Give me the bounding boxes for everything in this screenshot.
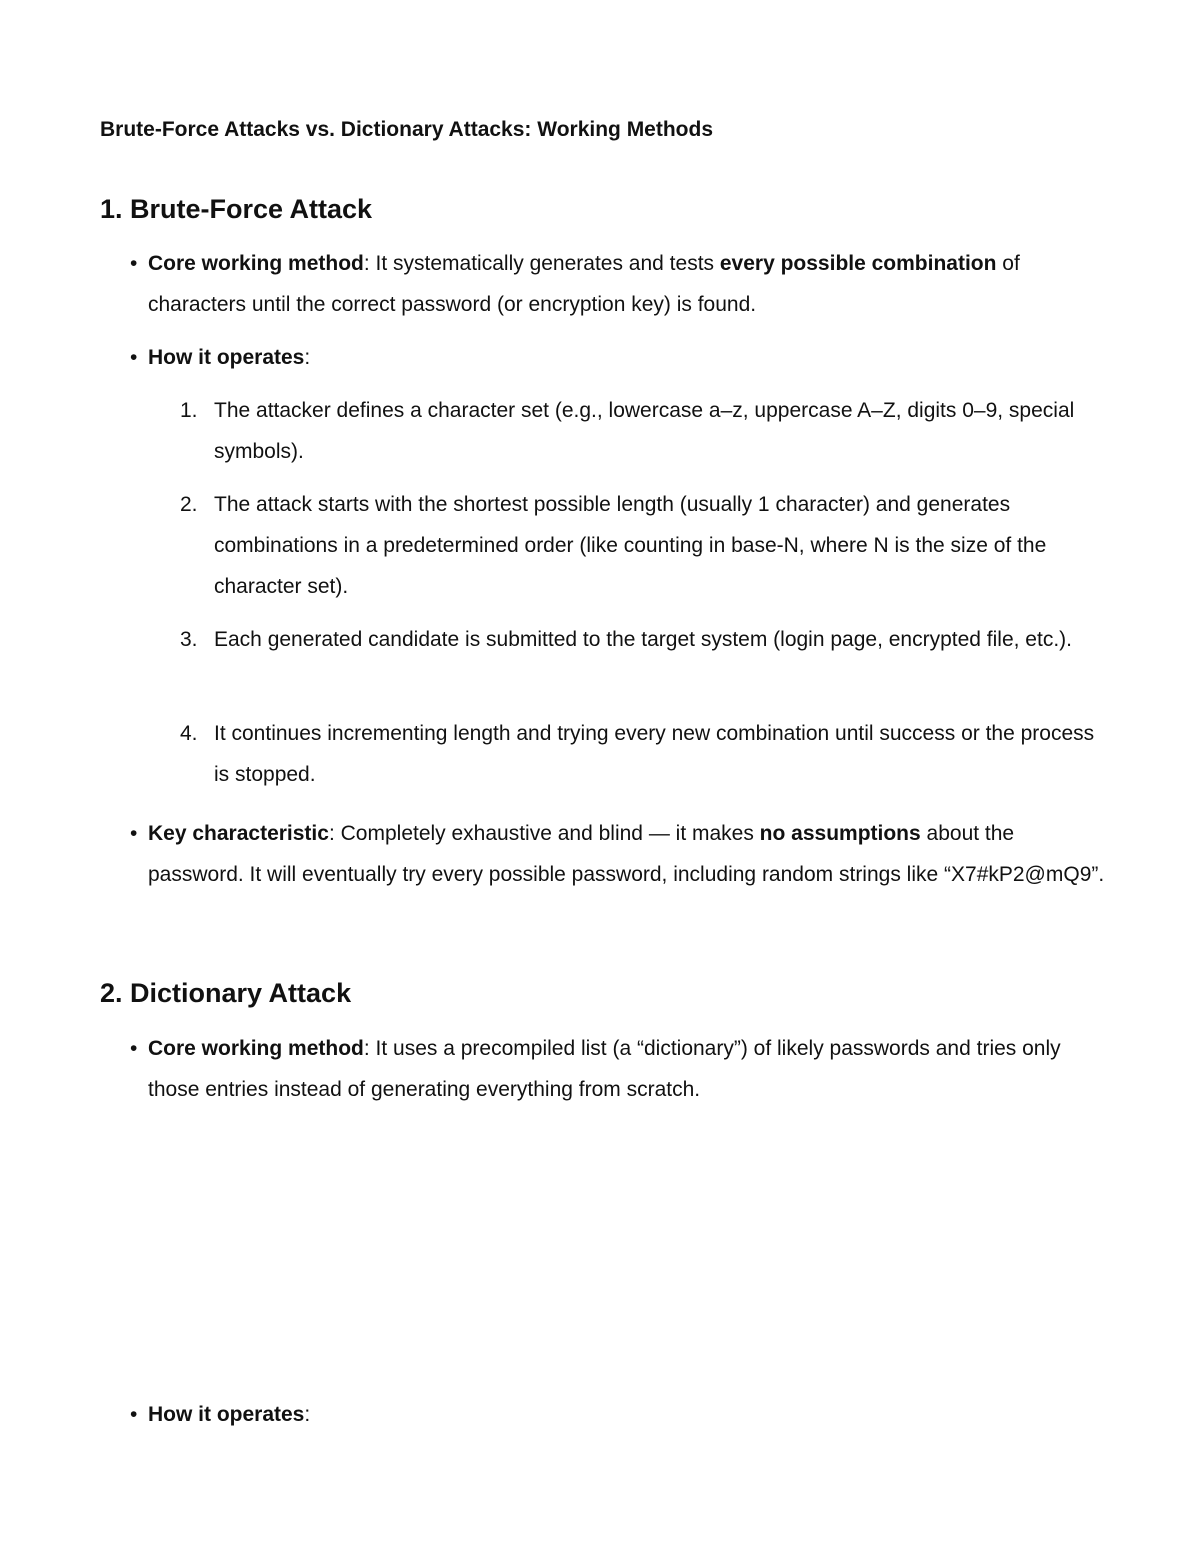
bullet-label: Core working method	[148, 1037, 364, 1060]
bullet-icon: •	[130, 822, 138, 845]
bullet-text	[130, 243, 1105, 325]
step-number: 2.	[180, 493, 198, 516]
bullet-label: How it operates	[148, 1403, 305, 1426]
bullet-body-text: Completely exhaustive and blind — it makes	[334, 822, 760, 845]
numbered-step	[180, 619, 1105, 660]
label-separator: :	[363, 252, 370, 275]
label-separator: :	[304, 1403, 311, 1426]
bullet-emphasis: every possible combination	[719, 252, 997, 275]
step-number: 1.	[180, 399, 198, 422]
step-number: 4.	[180, 722, 198, 745]
bullet-text	[130, 337, 1105, 378]
bullet-how-it-operates	[130, 1394, 1105, 1435]
bullet-text	[130, 1394, 1105, 1435]
label-separator: :	[304, 346, 311, 369]
bullet-label: How it operates	[148, 346, 305, 369]
document-title: Brute-Force Attacks vs. Dictionary Attacks: Working Methods	[100, 118, 714, 141]
bullet-how-it-operates	[130, 337, 1105, 378]
bullet-icon: •	[130, 1403, 138, 1426]
bullet-icon: •	[130, 346, 138, 369]
numbered-step	[180, 713, 1105, 795]
bullet-body-text: of characters until the correct password (or encryption key) is found.	[148, 252, 1020, 316]
bullet-body-text: It systematically generates and tests	[369, 252, 720, 275]
label-separator: :	[328, 822, 335, 845]
label-separator: :	[363, 1037, 370, 1060]
bullet-body-text: about the password. It will eventually try every possible password, including random strings like “X7#kP2@mQ9”.	[148, 822, 1105, 886]
bullet-body-text: It uses a precompiled list (a “dictionary”) of likely passwords and tries only those entries instead of generating everything from scratch.	[148, 1037, 1061, 1101]
bullet-text	[130, 813, 1105, 895]
bullet-label: Key characteristic	[148, 822, 329, 845]
numbered-step	[180, 484, 1105, 607]
section-heading-dictionary: 2. Dictionary Attack	[100, 978, 352, 1008]
numbered-step	[180, 390, 1105, 472]
bullet-icon: •	[130, 1037, 138, 1060]
step-text: It continues incrementing length and trying every new combination until success or the process is stopped.	[214, 722, 1095, 786]
bullet-icon: •	[130, 252, 138, 275]
bullet-core-working-method	[130, 1028, 1105, 1110]
bullet-core-working-method	[130, 243, 1105, 325]
bullet-key-characteristic	[130, 813, 1105, 895]
step-number: 3.	[180, 628, 198, 651]
step-text: The attack starts with the shortest possible length (usually 1 character) and generates combinations in a predetermined order (like counting in base-N, where N is the size of the character set).	[214, 493, 1047, 598]
step-text: The attacker defines a character set (e.g., lowercase a–z, uppercase A–Z, digits 0–9, special symbols).	[214, 399, 1075, 463]
bullet-text	[130, 1028, 1105, 1110]
step-text: Each generated candidate is submitted to the target system (login page, encrypted file, etc.).	[214, 628, 1072, 651]
bullet-emphasis: no assumptions	[759, 822, 921, 845]
bullet-label: Core working method	[148, 252, 364, 275]
section-heading-brute-force: 1. Brute-Force Attack	[100, 194, 373, 224]
